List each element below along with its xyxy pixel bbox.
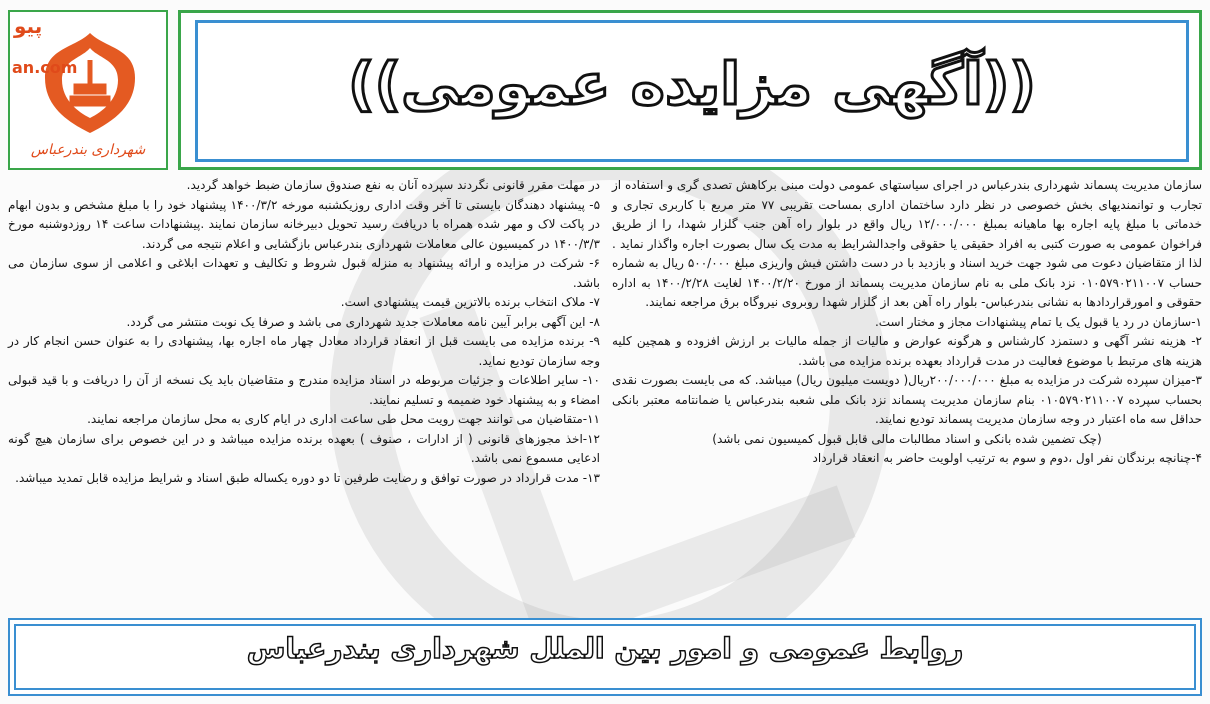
logo-brand-text: پیو [14,14,43,38]
clause-8: ۸- این آگهی برابر آیین نامه معاملات جدید شهرداری می باشد و صرفا یک نوبت منتشر می گردد. [126,314,600,329]
clause-5: ۵- پیشنهاد دهندگان بایستی تا آخر وقت اداری روزیکشنبه مورخه ۱۴۰۰/۳/۲ پیشنهاد خود را با مبلغ مشخص و بدون ابهام در پاکت لاک و مهر شده همراه با دریافت رسید تحویل دبیرخانه سازمان نمایند .پیشنهادات ساعت ۱۴ روزدوشنبه مورخ ۱۴۰۰/۳/۳ در کمیسیون عالی معاملات شهرداری بندرعباس بازگشایی و اعلام نتیجه می گردند. [8,197,601,251]
page-title: ((آگهی مزایده عمومی)) [348,50,1036,118]
logo-site-text: an.com [12,58,78,77]
clause-4-continued: در مهلت مقرر قانونی نگردند سپرده آنان به نفع صندوق سازمان ضبط خواهد گردید. [186,178,600,192]
clause-3-note: (چک تضمین شده بانکی و اسناد مطالبات مالی قابل قبول کمیسیون نمی باشد) [712,431,1102,446]
clause-4: ۴-چنانچه برندگان نفر اول ،دوم و سوم به ترتیب اولویت حاضر به انعقاد قرارداد [812,451,1202,465]
clause-10: ۱۰- سایر اطلاعات و جزئیات مربوطه در اسناد مزایده مندرج و متقاضیان باید یک نسخه از آن را دریافت و با قید قبولی امضاء و به پیشنهاد خود ضمیمه و تسلیم نمایند. [8,373,600,407]
clause-12: ۱۲-اخذ مجوزهای قانونی ( از ادارات ، صنوف ) بعهده برنده مزایده میباشد و در این خصوص برای سازمان هیچ گونه ادعایی مسموع نمی باشد. [8,431,600,465]
logo-caption: شهرداری بندرعباس [30,142,146,158]
clause-13: ۱۳- مدت قرارداد در صورت توافق و رضایت طرفین تا دو دوره یکساله طبق اسناد و شرایط مزایده قابل تمدید میباشد. [15,470,600,485]
municipality-emblem-icon [40,28,140,138]
clause-3: ۳-میزان سپرده شرکت در مزایده به مبلغ ۲۰۰/۰۰۰/۰۰۰ریال( دویست میلیون ریال) میباشد. که می بایست بصورت نقدی بحساب سپرده ۰۱۰۵۷۹۰۲۱۱۰۰۷ بنام سازمان مدیریت پسماند نزد بانک ملی شعبه بندرعباس یا ضمانتامه معتبر بانکی حداقل سه ماه اعتبار در وجه سازمان مدیریت پسماند تودیع نمایند. [612,373,1202,426]
right-text-column [612,176,1202,612]
intro-paragraph: سازمان مدیریت پسماند شهرداری بندرعباس در اجرای سیاستهای عمومی دولت مبنی برکاهش تصدی گری و استفاده از تجارب و توانمندیهای بخش خصوصی در نظر دارد ساختمان اداری بمساحت تقریبی ۷۷ متر مربع با کاربری تجاری و خدماتی با مبلغ پایه اجاره بها ماهیانه بمبلغ ۱۲/۰۰۰/۰۰۰ ریال واقع در بلوار راه آهن جنب گلزار شهدا، را از طریق فراخوان عمومی به صورت کتبی به افراد حقیقی یا حقوقی واجدالشرایط به مدت یک سال بصورت اجاره واگذار نماید . لذا از متقاضیان دعوت می شود جهت خرید اسناد و بازدید با در دست داشتن فیش واریزی مبلغ ۵۰۰/۰۰۰ ریال به شماره حساب ۰۱۰۵۷۹۰۲۱۱۰۰۷ نزد بانک ملی به نام سازمان مدیریت پسماند از مورخ ۱۴۰۰/۲/۲۰ لغایت ۱۴۰۰/۲/۲۸ به اداره حقوقی و امورقراردادها به نشانی بندرعباس- بلوار راه آهن بعد از گلزار شهدا روبروی نیروگاه برق مراجعه نمایند. [612,178,1203,309]
clause-2: ۲- هزینه نشر آگهی و دستمزد کارشناس و هرگونه عوارض و مالیات از جمله مالیات بر ارزش افزوده و همچین کلیه هزینه های مرتبط با موضوع فعالیت در مدت قرارداد بعهده برنده مزایده می باشد. [612,334,1202,368]
clause-1: ۱-سازمان در رد یا قبول یک یا تمام پیشنهادات مجاز و مختار است. [874,314,1202,329]
clause-9: ۹- برنده مزایده می بایست قبل از انعقاد قرارداد معادل چهار ماه اجاره بها، پیشنهادی را به عنوان حسن انجام کار در وجه سازمان تودیع نماید. [8,334,600,368]
left-text-column [8,176,600,612]
clause-7: ۷- ملاک انتخاب برنده بالاترین قیمت پیشنهادی است. [340,295,600,309]
clause-6: ۶- شرکت در مزایده و ارائه پیشنهاد به منزله قبول شروط و تکالیف و تعهدات ابلاغی و اعلامی از سوی سازمان می باشد. [8,256,600,290]
clause-11: ۱۱-متقاضیان می توانند جهت رویت محل طی ساعت اداری در ایام کاری به محل سازمان مراجعه نمایند. [87,412,600,426]
footer-signature: روابط عمومی و امور بین الملل شهرداری بندرعباس [246,632,964,665]
logo-box [8,10,168,170]
